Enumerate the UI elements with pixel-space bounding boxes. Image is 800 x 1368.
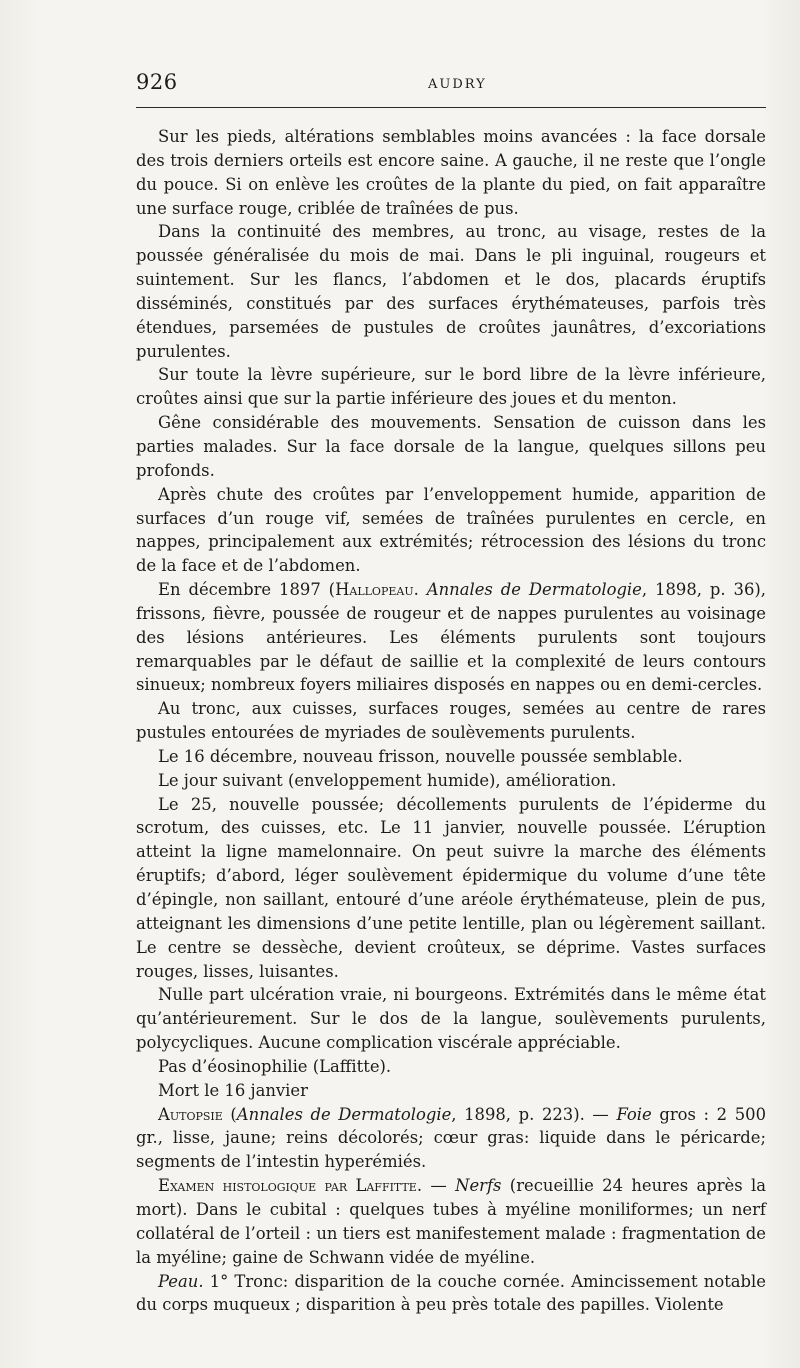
paragraph-december: [136, 578, 766, 697]
text-span: (recueillie 24 heures après la mort). Dans le cubital : quelques tubes à myéline moniliformes; un nerf collatéral de l’orteil : un tiers est manifestement malade : fragmentation de la myéline; gaine de Schwann vidée de myéline.: [136, 1176, 767, 1267]
text-span: gros : 2 500 gr., lisse, jaune; reins décolorés; cœur gras: liquide dans le péricarde; segments de l’intestin hyperémiés.: [136, 1104, 767, 1172]
paragraph-examen: [136, 1174, 766, 1269]
page-number: 926: [136, 70, 178, 94]
paragraph: Mort le 16 janvier: [158, 1080, 308, 1100]
paragraph-autopsie: [136, 1103, 766, 1175]
text-span: .: [413, 580, 427, 600]
section-label: Examen histologique par Laffitte.: [158, 1176, 423, 1196]
paragraph: Après chute des croûtes par l’enveloppement humide, apparition de surfaces d’un rouge vif, semées de traînées purulentes en cercle, en nappes, principalement aux extrémités; rétrocession des lésions du tronc de la face et de l’abdomen.: [136, 484, 766, 576]
paragraph: Nulle part ulcération vraie, ni bourgeons. Extrémités dans le même état qu’antérieurement. Sur le dos de la langue, soulèvements purulents, polycycliques. Aucune complication viscérale appréciable.: [136, 985, 766, 1053]
paragraph: Le jour suivant (enveloppement humide), amélioration.: [158, 770, 617, 790]
paragraph: Au tronc, aux cuisses, surfaces rouges, semées au centre de rares pustules entourées de myriades de soulèvements purulents.: [136, 699, 766, 743]
journal-title: Annales de Dermatologie: [236, 1104, 452, 1124]
paragraph: Gêne considérable des mouvements. Sensation de cuisson dans les parties malades. Sur la face dorsale de la langue, quelques sillons peu profonds.: [136, 413, 766, 480]
author-name: Hallopeau: [335, 580, 414, 600]
text-span: —: [422, 1176, 456, 1196]
paragraph: Dans la continuité des membres, au tronc, au visage, restes de la poussée généralisée du mois de mai. Dans le pli inguinal, rougeurs et suintement. Sur les flancs, l’abdomen et le dos, placards éruptifs disséminés, constitués par des surfaces érythémateuses, parfois très étendues, parsemées de pustules de croûtes jaunâtres, d’excoriations purulentes.: [136, 222, 766, 361]
text-span: En décembre 1897 (: [158, 580, 336, 600]
paragraph: Le 25, nouvelle poussée; décollements purulents de l’épiderme du scrotum, des cuisses, etc. Le 11 janvier, nouvelle poussée. L’éruption atteint la ligne mamelonnaire. On peut suivre la marche des éléments éruptifs; d’abord, léger soulèvement épidermique du volume d’une tête d’épingle, non saillant, entouré d’une aréole érythémateuse, plein de pus, atteignant les dimensions d’une petite lentille, plan ou légèrement saillant. Le centre se dessèche, devient croûteux, se déprime. Vastes surfaces rouges, lisses, luisantes.: [136, 794, 766, 981]
text-span: 1° Tronc: disparition de la couche cornée. Amincissement notable du corps muqueux ; disparition à peu près totale des papilles. Violente: [136, 1271, 766, 1315]
paragraph: Sur les pieds, altérations semblables moins avancées : la face dorsale des trois derniers orteils est encore saine. A gauche, il ne reste que l’ongle du pouce. Si on enlève les croûtes de la plante du pied, on fait apparaître une surface rouge, criblée de traînées de pus.: [136, 127, 766, 218]
paragraph: Sur toute la lèvre supérieure, sur le bord libre de la lèvre inférieure, croûtes ainsi que sur la partie inférieure des joues et du menton.: [136, 365, 766, 409]
text-span: , 1898, p. 36), frissons, fièvre, poussée de rougeur et de nappes purulentes au voisinage des lésions antérieures. Les éléments purulents sont toujours remarquables par le défaut de saillie et la complexité de leurs contours sinueux; nombreux foyers miliaires disposés en nappes ou en demi-cercles.: [136, 580, 766, 695]
paragraph: Pas d’éosinophilie (Laffitte).: [158, 1056, 392, 1076]
paragraph-peau: [136, 1270, 766, 1318]
page-header: [136, 70, 766, 100]
text-span: (: [222, 1104, 237, 1124]
paragraph: Le 16 décembre, nouveau frisson, nouvelle poussée semblable.: [158, 746, 683, 766]
body-text: [136, 125, 766, 1317]
organ-label: Nerfs: [455, 1176, 502, 1196]
header-rule: [136, 107, 766, 108]
running-head: AUDRY: [428, 77, 487, 92]
journal-title: Annales de Dermatologie: [426, 580, 642, 600]
section-label: Autopsie: [158, 1104, 223, 1124]
organ-label: Foie: [616, 1104, 652, 1124]
text-span: , 1898, p. 223). —: [451, 1104, 617, 1124]
organ-label: Peau.: [158, 1271, 204, 1291]
